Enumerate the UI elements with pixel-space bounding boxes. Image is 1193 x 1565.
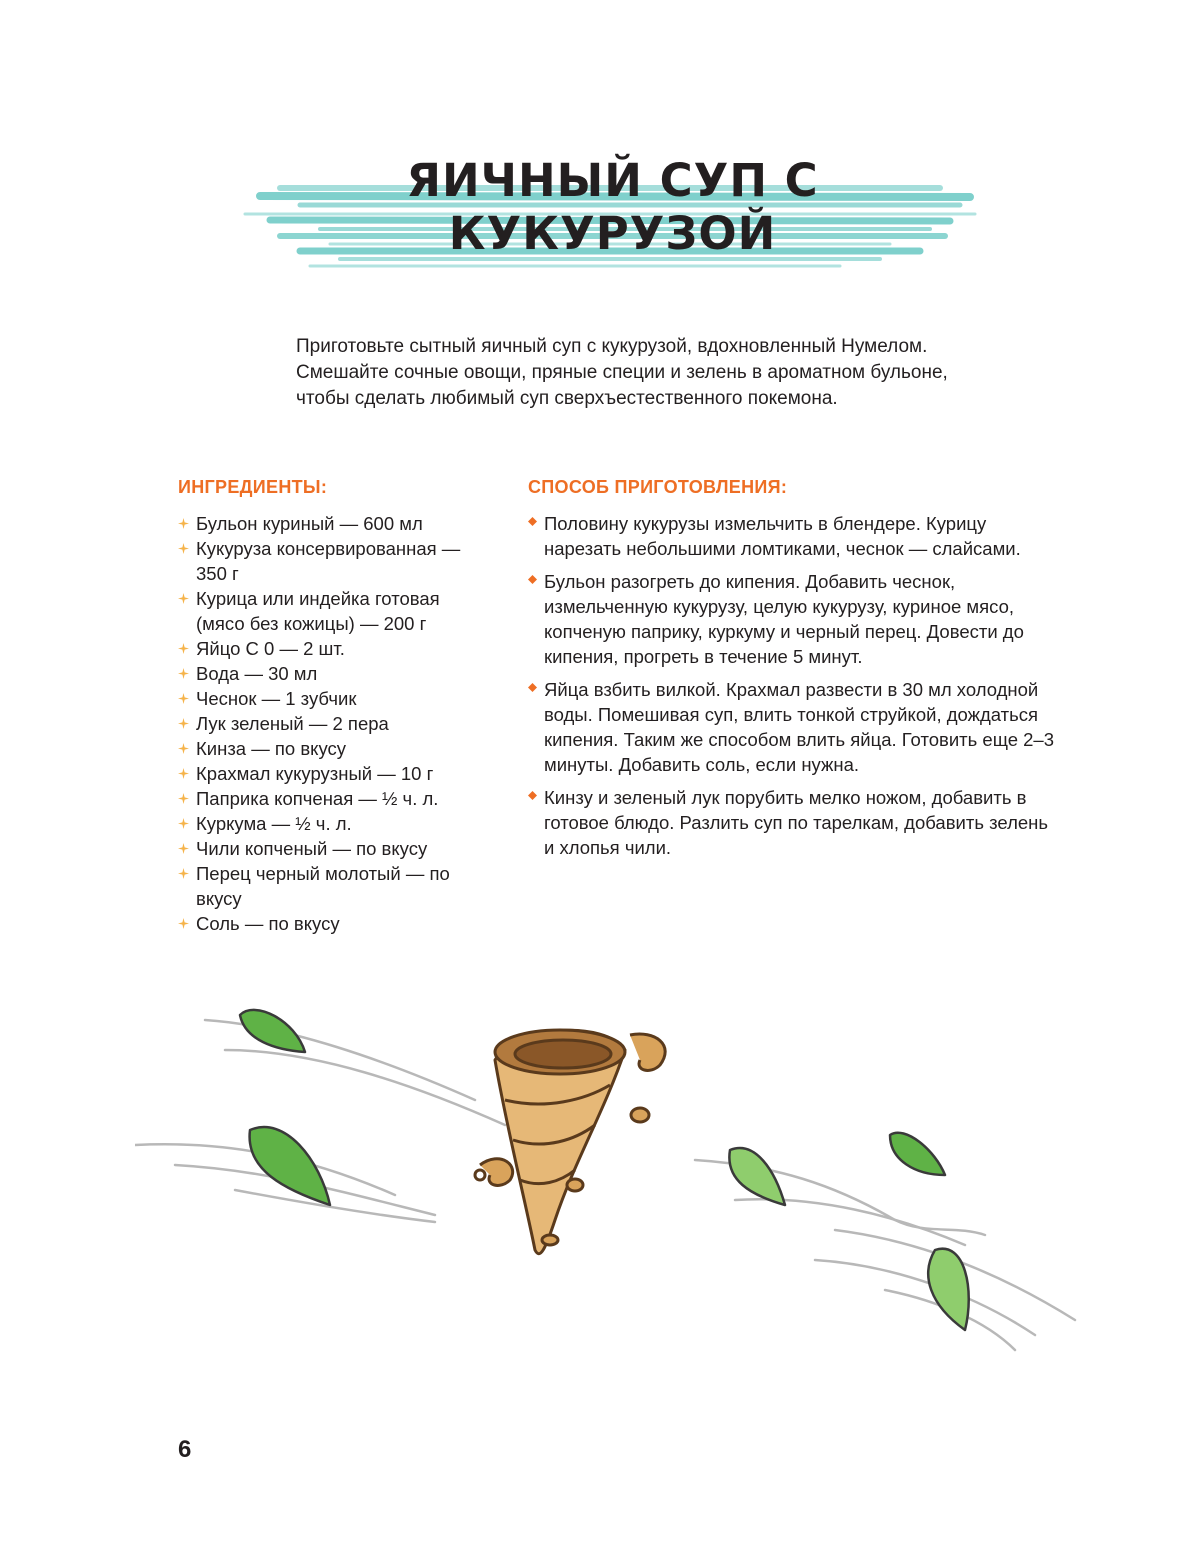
method-step	[528, 569, 1058, 669]
wind-line	[815, 1260, 1035, 1335]
intro-line: чтобы сделать любимый суп сверхъестественного покемона.	[296, 388, 838, 409]
ingredient-item	[178, 661, 478, 686]
ingredient-item	[178, 511, 478, 536]
ingredient-item	[178, 786, 478, 811]
diamond-icon	[528, 517, 537, 526]
method-steps-list	[528, 511, 1058, 868]
sparkle-icon	[178, 868, 189, 879]
wind-line	[225, 1050, 505, 1125]
page-title: ЯИЧНЫЙ СУП С КУКУРУЗОЙ	[406, 154, 819, 260]
method-heading: СПОСОБ ПРИГОТОВЛЕНИЯ:	[528, 477, 788, 497]
sparkle-icon	[178, 643, 189, 654]
leaf-icon	[729, 1148, 785, 1205]
ingredients-list	[178, 511, 478, 936]
wind-line	[735, 1199, 965, 1245]
ingredient-text: Перец черный молотый — по вкусу	[196, 863, 450, 909]
sparkle-icon	[178, 718, 189, 729]
ingredient-text: Куркума — ½ ч. л.	[196, 813, 352, 834]
ingredient-text: Чили копченый — по вкусу	[196, 838, 428, 859]
ingredient-text: Паприка копченая — ½ ч. л.	[196, 788, 439, 809]
ingredient-text: Вода — 30 мл	[196, 663, 318, 684]
method-step	[528, 677, 1058, 777]
ingredient-item	[178, 861, 478, 911]
ingredient-item	[178, 736, 478, 761]
sparkle-icon	[178, 743, 189, 754]
ingredient-item	[178, 911, 478, 936]
leaf-icon	[928, 1249, 969, 1330]
method-step	[528, 785, 1058, 860]
sparkle-icon	[178, 593, 189, 604]
ingredient-item	[178, 836, 478, 861]
sparkle-icon	[178, 768, 189, 779]
ingredient-text: Крахмал кукурузный — 10 г	[196, 763, 434, 784]
ingredient-text: Кукуруза консервированная — 350 г	[196, 538, 461, 584]
ingredient-item	[178, 811, 478, 836]
leaf-icon	[890, 1133, 945, 1175]
diamond-icon	[528, 683, 537, 692]
method-step-text: Кинзу и зеленый лук порубить мелко ножом, добавить в готовое блюдо. Разлить суп по тарелкам, добавить зелень и хлопья чили.	[544, 787, 1049, 858]
sparkle-icon	[178, 668, 189, 679]
ingredient-text: Кинза — по вкусу	[196, 738, 346, 759]
ingredient-text: Курица или индейка готовая (мясо без кожицы) — 200 г	[196, 588, 440, 634]
ingredient-text: Чеснок — 1 зубчик	[196, 688, 357, 709]
intro-line: Приготовьте сытный яичный суп с кукурузой, вдохновленный Нумелом.	[296, 336, 928, 357]
wind-line	[235, 1190, 435, 1222]
sparkle-icon	[178, 518, 189, 529]
diamond-icon	[528, 575, 537, 584]
ingredient-item	[178, 636, 478, 661]
ingredient-text: Яйцо С 0 — 2 шт.	[196, 638, 345, 659]
title-block	[240, 150, 985, 275]
sparkle-icon	[178, 843, 189, 854]
method-step	[528, 511, 1058, 561]
sparkle-icon	[178, 543, 189, 554]
tornado-icon	[475, 1030, 665, 1254]
ingredients-heading: ИНГРЕДИЕНТЫ:	[178, 477, 328, 497]
method-step-text: Половину кукурузы измельчить в блендере. Курицу нарезать небольшими ломтиками, чеснок — слайсами.	[544, 513, 1021, 559]
ingredient-item	[178, 761, 478, 786]
sparkle-icon	[178, 818, 189, 829]
ingredient-text: Бульон куриный — 600 мл	[196, 513, 423, 534]
leaf-icon	[240, 1010, 305, 1052]
sparkle-icon	[178, 793, 189, 804]
sparkle-icon	[178, 918, 189, 929]
page-number: 6	[178, 1436, 192, 1463]
ingredient-item	[178, 586, 478, 636]
method-step-text: Яйца взбить вилкой. Крахмал развести в 30 мл холодной воды. Помешивая суп, влить тонкой струйкой, дождаться кипения. Таким же способом влить яйца. Готовить еще 2–3 минуты. Добавить соль, если нужна.	[544, 679, 1055, 775]
ingredient-text: Соль — по вкусу	[196, 913, 340, 934]
wind-line	[205, 1020, 475, 1100]
tornado-leaves-illustration	[135, 990, 1085, 1370]
ingredient-text: Лук зеленый — 2 пера	[196, 713, 389, 734]
ingredient-item	[178, 686, 478, 711]
sparkle-icon	[178, 693, 189, 704]
ingredient-item	[178, 711, 478, 736]
ingredient-item	[178, 536, 478, 586]
method-step-text: Бульон разогреть до кипения. Добавить чеснок, измельченную кукурузу, целую кукурузу, куриное мясо, копченую паприку, куркуму и черный перец. Довести до кипения, прогреть в течение 5 минут.	[544, 571, 1024, 667]
intro-line: Смешайте сочные овощи, пряные специи и зелень в ароматном бульоне,	[296, 362, 948, 383]
diamond-icon	[528, 791, 537, 800]
intro-paragraph	[296, 334, 1016, 412]
